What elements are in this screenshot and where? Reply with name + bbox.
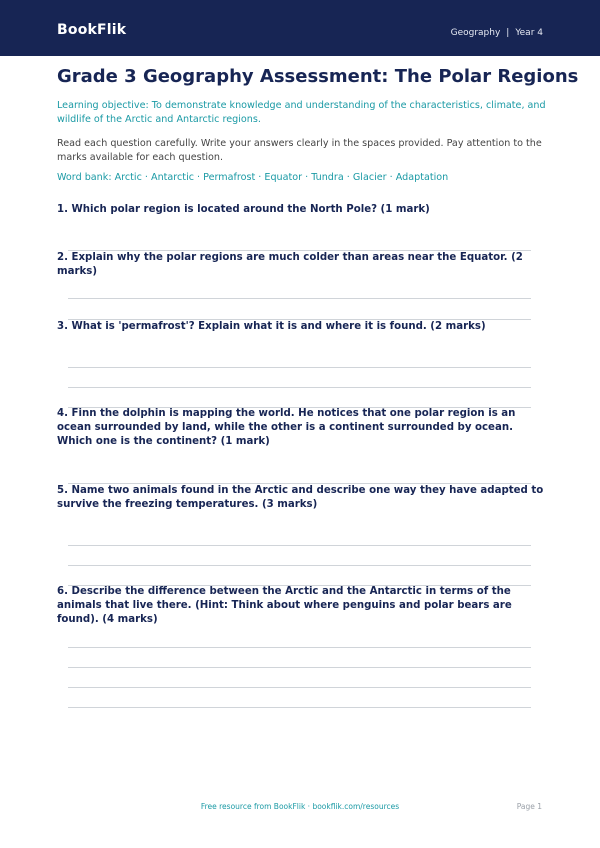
brand-logo-text: BookFlik — [57, 22, 127, 38]
year-label: Year 4 — [515, 28, 543, 38]
answer-line[interactable] — [68, 687, 531, 688]
meta-separator: | — [506, 28, 510, 38]
subject-label: Geography — [450, 28, 501, 38]
learning-objective: Learning objective: To demonstrate knowledge and understanding of the characteristics, climate, and wildlife of the Arctic and Antarctic regions. — [57, 100, 546, 125]
question-2: 2. Explain why the polar regions are much colder than areas near the Equator. (2 marks) — [57, 252, 523, 277]
answer-line[interactable] — [68, 545, 531, 546]
answer-line[interactable] — [68, 298, 531, 299]
question-1: 1. Which polar region is located around the North Pole? (1 mark) — [57, 204, 430, 215]
question-6: 6. Describe the difference between the Arctic and the Antarctic in terms of the animals that live there. (Hint: Think about where penguins and polar bears are found). (4 marks) — [57, 586, 512, 625]
word-bank: Word bank: Arctic · Antarctic · Permafrost · Equator · Tundra · Glacier · Adaptation — [57, 172, 449, 183]
page-number: Page 1 — [516, 802, 542, 811]
page-title: Grade 3 Geography Assessment: The Polar Regions — [57, 66, 579, 87]
footer-credit[interactable]: Free resource from BookFlik · bookflik.com/resources — [200, 802, 400, 811]
question-5: 5. Name two animals found in the Arctic and describe one way they have adapted to survive the freezing temperatures. (3 marks) — [57, 485, 544, 510]
answer-line[interactable] — [68, 647, 531, 648]
answer-line[interactable] — [68, 367, 531, 368]
question-3: 3. What is 'permafrost'? Explain what it is and where it is found. (2 marks) — [57, 321, 486, 332]
answer-line[interactable] — [68, 387, 531, 388]
answer-line[interactable] — [68, 667, 531, 668]
answer-line[interactable] — [68, 565, 531, 566]
question-4: 4. Finn the dolphin is mapping the world. He notices that one polar region is an ocean surrounded by land, while the other is a continent surrounded by ocean. Which one is the continent? (1 mark) — [57, 408, 516, 447]
instructions: Read each question carefully. Write your answers clearly in the spaces provided. Pay attention to the marks available for each question. — [57, 138, 542, 163]
page-header — [0, 0, 600, 56]
header-meta — [451, 28, 543, 38]
answer-line[interactable] — [68, 707, 531, 708]
page-footer — [0, 802, 600, 814]
